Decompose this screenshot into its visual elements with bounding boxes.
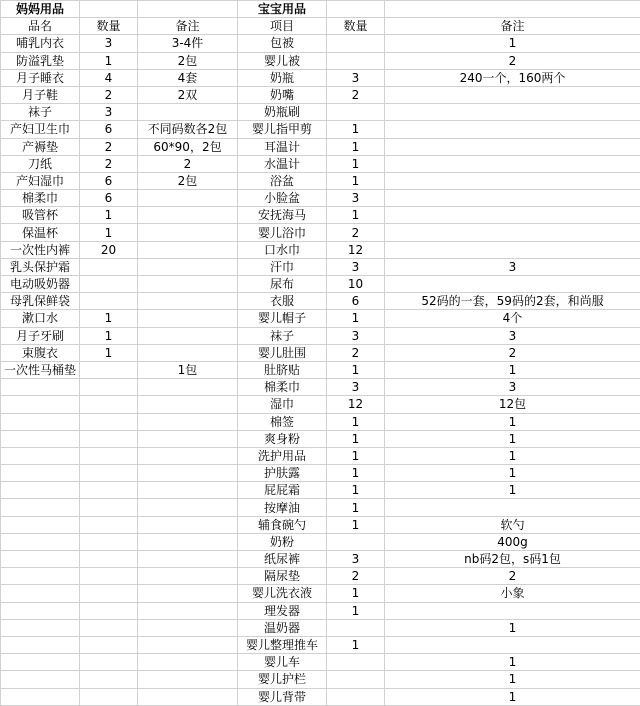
baby-item-name[interactable]: 肚脐贴	[238, 361, 327, 378]
baby-item-name[interactable]: 婴儿护栏	[238, 671, 327, 688]
empty-cell[interactable]	[138, 379, 238, 396]
mom-item-note[interactable]	[138, 293, 238, 310]
empty-cell[interactable]	[80, 465, 138, 482]
mom-item-note[interactable]: 2双	[138, 86, 238, 103]
mom-item-qty[interactable]: 2	[80, 155, 138, 172]
sheet-row	[1, 104, 640, 121]
baby-item-qty[interactable]	[327, 104, 385, 121]
empty-cell[interactable]	[1, 671, 80, 688]
mom-item-note[interactable]: 60*90，2包	[138, 138, 238, 155]
baby-header-name[interactable]: 项目	[238, 18, 327, 35]
mom-item-qty[interactable]: 1	[80, 344, 138, 361]
mom-item-name[interactable]: 袜子	[1, 104, 80, 121]
baby-item-name[interactable]: 屁屁霜	[238, 482, 327, 499]
mom-item-note[interactable]: 2包	[138, 172, 238, 189]
mom-item-qty[interactable]: 2	[80, 138, 138, 155]
empty-cell[interactable]	[1, 447, 80, 464]
baby-item-note[interactable]: 3	[385, 327, 640, 344]
empty-cell[interactable]	[1, 654, 80, 671]
baby-item-name[interactable]: 袜子	[238, 327, 327, 344]
mom-item-note[interactable]: 3-4件	[138, 35, 238, 52]
sheet-row	[1, 533, 640, 550]
empty-cell[interactable]	[1, 465, 80, 482]
sheet-row	[1, 258, 640, 275]
mom-item-name[interactable]: 束腹衣	[1, 344, 80, 361]
baby-item-name[interactable]: 护肤露	[238, 465, 327, 482]
sheet-row	[1, 190, 640, 207]
baby-item-name[interactable]: 婴儿指甲剪	[238, 121, 327, 138]
baby-item-name[interactable]: 婴儿被	[238, 52, 327, 69]
mom-item-note[interactable]: 2	[138, 155, 238, 172]
sheet-row	[1, 121, 640, 138]
baby-item-note[interactable]: 1	[385, 671, 640, 688]
baby-item-name[interactable]: 口水巾	[238, 241, 327, 258]
baby-item-name[interactable]: 温奶器	[238, 619, 327, 636]
empty-cell[interactable]	[80, 568, 138, 585]
empty-cell[interactable]	[138, 1, 238, 18]
sheet-row	[1, 327, 640, 344]
baby-item-qty[interactable]: 2	[327, 568, 385, 585]
empty-cell[interactable]	[1, 430, 80, 447]
baby-item-name[interactable]: 婴儿洗衣液	[238, 585, 327, 602]
baby-section-title[interactable]: 宝宝用品	[238, 1, 327, 18]
baby-item-note[interactable]: 3	[385, 379, 640, 396]
baby-item-qty[interactable]: 1	[327, 636, 385, 653]
sheet-row	[1, 344, 640, 361]
mom-item-name[interactable]: 乳头保护霜	[1, 258, 80, 275]
baby-item-note[interactable]	[385, 155, 640, 172]
sheet-row	[1, 447, 640, 464]
sheet-row	[1, 1, 640, 18]
baby-item-note[interactable]	[385, 207, 640, 224]
mom-item-qty[interactable]	[80, 258, 138, 275]
sheet-row	[1, 516, 640, 533]
empty-cell[interactable]	[138, 619, 238, 636]
baby-item-name[interactable]: 湿巾	[238, 396, 327, 413]
mom-item-name[interactable]: 产妇湿巾	[1, 172, 80, 189]
mom-header-note[interactable]: 备注	[138, 18, 238, 35]
baby-item-qty[interactable]: 1	[327, 430, 385, 447]
mom-item-note[interactable]: 4套	[138, 69, 238, 86]
mom-item-qty[interactable]: 4	[80, 69, 138, 86]
mom-item-note[interactable]	[138, 104, 238, 121]
sheet-row	[1, 207, 640, 224]
baby-item-qty[interactable]: 2	[327, 86, 385, 103]
sheet-row	[1, 379, 640, 396]
sheet-body	[1, 1, 640, 706]
mom-item-note[interactable]	[138, 310, 238, 327]
empty-cell[interactable]	[1, 413, 80, 430]
empty-cell[interactable]	[1, 636, 80, 653]
baby-item-qty[interactable]	[327, 35, 385, 52]
mom-header-qty[interactable]: 数量	[80, 18, 138, 35]
baby-item-qty[interactable]	[327, 52, 385, 69]
baby-item-note[interactable]	[385, 172, 640, 189]
mom-item-qty[interactable]: 1	[80, 327, 138, 344]
sheet-row	[1, 551, 640, 568]
baby-item-name[interactable]: 洗护用品	[238, 447, 327, 464]
baby-item-qty[interactable]: 1	[327, 499, 385, 516]
mom-item-note[interactable]: 1包	[138, 361, 238, 378]
empty-cell[interactable]	[327, 1, 385, 18]
sheet-row	[1, 430, 640, 447]
baby-item-name[interactable]: 衣服	[238, 293, 327, 310]
sheet-row	[1, 636, 640, 653]
baby-item-note[interactable]	[385, 276, 640, 293]
baby-item-qty[interactable]: 1	[327, 310, 385, 327]
mom-item-name[interactable]: 刀纸	[1, 155, 80, 172]
baby-item-note[interactable]: 2	[385, 52, 640, 69]
sheet-row	[1, 482, 640, 499]
mom-item-note[interactable]	[138, 327, 238, 344]
mom-item-qty[interactable]: 1	[80, 207, 138, 224]
baby-item-qty[interactable]: 12	[327, 241, 385, 258]
baby-item-note[interactable]: 1	[385, 413, 640, 430]
empty-cell[interactable]	[1, 602, 80, 619]
baby-item-qty[interactable]	[327, 671, 385, 688]
baby-item-note[interactable]: 1	[385, 447, 640, 464]
baby-item-note[interactable]: 400g	[385, 533, 640, 550]
baby-item-qty[interactable]: 1	[327, 447, 385, 464]
sheet-row	[1, 35, 640, 52]
sheet-row	[1, 155, 640, 172]
baby-item-qty[interactable]	[327, 619, 385, 636]
baby-item-note[interactable]: 1	[385, 482, 640, 499]
baby-item-note[interactable]: 1	[385, 465, 640, 482]
mom-item-qty[interactable]: 3	[80, 35, 138, 52]
mom-item-name[interactable]: 漱口水	[1, 310, 80, 327]
baby-item-qty[interactable]: 10	[327, 276, 385, 293]
mom-item-qty[interactable]	[80, 276, 138, 293]
baby-item-qty[interactable]: 3	[327, 69, 385, 86]
baby-header-qty[interactable]: 数量	[327, 18, 385, 35]
baby-item-qty[interactable]: 2	[327, 224, 385, 241]
baby-item-name[interactable]: 奶瓶刷	[238, 104, 327, 121]
baby-item-name[interactable]: 爽身粉	[238, 430, 327, 447]
baby-item-name[interactable]: 婴儿浴巾	[238, 224, 327, 241]
baby-item-note[interactable]	[385, 190, 640, 207]
baby-item-note[interactable]: 小象	[385, 585, 640, 602]
sheet-row	[1, 465, 640, 482]
empty-cell[interactable]	[385, 1, 640, 18]
empty-cell[interactable]	[80, 1, 138, 18]
empty-cell[interactable]	[80, 482, 138, 499]
empty-cell[interactable]	[138, 482, 238, 499]
baby-item-note[interactable]	[385, 104, 640, 121]
baby-item-qty[interactable]: 6	[327, 293, 385, 310]
baby-item-name[interactable]: 包被	[238, 35, 327, 52]
mom-item-note[interactable]	[138, 207, 238, 224]
empty-cell[interactable]	[1, 568, 80, 585]
sheet-row	[1, 413, 640, 430]
sheet-row	[1, 241, 640, 258]
baby-item-qty[interactable]: 3	[327, 190, 385, 207]
baby-item-name[interactable]: 浴盆	[238, 172, 327, 189]
empty-cell[interactable]	[138, 430, 238, 447]
baby-item-qty[interactable]: 3	[327, 327, 385, 344]
baby-item-name[interactable]: 纸尿裤	[238, 551, 327, 568]
baby-item-qty[interactable]	[327, 688, 385, 705]
mom-item-name[interactable]: 防溢乳垫	[1, 52, 80, 69]
baby-item-qty[interactable]: 1	[327, 207, 385, 224]
baby-item-name[interactable]: 尿布	[238, 276, 327, 293]
sheet-row	[1, 18, 640, 35]
baby-item-note[interactable]	[385, 499, 640, 516]
baby-item-qty[interactable]: 1	[327, 361, 385, 378]
empty-cell[interactable]	[138, 499, 238, 516]
baby-item-name[interactable]: 安抚海马	[238, 207, 327, 224]
mom-item-name[interactable]: 母乳保鲜袋	[1, 293, 80, 310]
empty-cell[interactable]	[1, 533, 80, 550]
mom-item-qty[interactable]: 1	[80, 310, 138, 327]
sheet-row	[1, 138, 640, 155]
mom-item-name[interactable]: 一次性马桶垫	[1, 361, 80, 378]
mom-item-note[interactable]: 2包	[138, 52, 238, 69]
baby-item-qty[interactable]	[327, 654, 385, 671]
empty-cell[interactable]	[138, 688, 238, 705]
empty-cell[interactable]	[138, 602, 238, 619]
sheet-row	[1, 654, 640, 671]
baby-item-name[interactable]: 婴儿整理推车	[238, 636, 327, 653]
baby-item-note[interactable]: 2	[385, 344, 640, 361]
sheet-row	[1, 396, 640, 413]
mom-section-title[interactable]: 妈妈用品	[1, 1, 80, 18]
baby-item-name[interactable]: 汗巾	[238, 258, 327, 275]
baby-item-note[interactable]	[385, 636, 640, 653]
empty-cell[interactable]	[80, 602, 138, 619]
baby-item-qty[interactable]: 1	[327, 155, 385, 172]
mom-item-name[interactable]: 月子鞋	[1, 86, 80, 103]
baby-item-note[interactable]	[385, 138, 640, 155]
empty-cell[interactable]	[80, 654, 138, 671]
mom-item-name[interactable]: 一次性内裤	[1, 241, 80, 258]
baby-item-note[interactable]: 1	[385, 361, 640, 378]
empty-cell[interactable]	[1, 396, 80, 413]
baby-item-name[interactable]: 辅食碗勺	[238, 516, 327, 533]
empty-cell[interactable]	[80, 516, 138, 533]
baby-header-note[interactable]: 备注	[385, 18, 640, 35]
baby-item-qty[interactable]: 1	[327, 413, 385, 430]
baby-item-name[interactable]: 奶粉	[238, 533, 327, 550]
baby-item-qty[interactable]: 3	[327, 379, 385, 396]
mom-item-name[interactable]: 产妇卫生巾	[1, 121, 80, 138]
mom-item-qty[interactable]	[80, 293, 138, 310]
empty-cell[interactable]	[138, 447, 238, 464]
baby-item-name[interactable]: 隔尿垫	[238, 568, 327, 585]
mom-item-name[interactable]: 月子睡衣	[1, 69, 80, 86]
mom-item-note[interactable]	[138, 344, 238, 361]
baby-item-qty[interactable]: 1	[327, 172, 385, 189]
mom-item-name[interactable]: 棉柔巾	[1, 190, 80, 207]
baby-item-qty[interactable]	[327, 533, 385, 550]
empty-cell[interactable]	[80, 551, 138, 568]
baby-item-note[interactable]	[385, 602, 640, 619]
empty-cell[interactable]	[80, 636, 138, 653]
empty-cell[interactable]	[138, 551, 238, 568]
empty-cell[interactable]	[1, 619, 80, 636]
baby-item-name[interactable]: 婴儿车	[238, 654, 327, 671]
empty-cell[interactable]	[1, 482, 80, 499]
baby-item-qty[interactable]: 2	[327, 344, 385, 361]
baby-item-note[interactable]: 1	[385, 688, 640, 705]
sheet-row	[1, 688, 640, 705]
mom-item-note[interactable]	[138, 190, 238, 207]
mom-item-note[interactable]	[138, 224, 238, 241]
baby-item-note[interactable]: 软勺	[385, 516, 640, 533]
empty-cell[interactable]	[80, 671, 138, 688]
empty-cell[interactable]	[80, 396, 138, 413]
baby-item-note[interactable]	[385, 241, 640, 258]
mom-item-note[interactable]	[138, 241, 238, 258]
baby-item-qty[interactable]: 1	[327, 121, 385, 138]
baby-item-qty[interactable]: 1	[327, 585, 385, 602]
baby-item-name[interactable]: 棉签	[238, 413, 327, 430]
baby-item-name[interactable]: 理发器	[238, 602, 327, 619]
baby-item-note[interactable]: 12包	[385, 396, 640, 413]
empty-cell[interactable]	[80, 379, 138, 396]
empty-cell[interactable]	[80, 447, 138, 464]
sheet-row	[1, 568, 640, 585]
empty-cell[interactable]	[80, 413, 138, 430]
baby-item-note[interactable]: 240一个，160两个	[385, 69, 640, 86]
mom-item-qty[interactable]: 3	[80, 104, 138, 121]
empty-cell[interactable]	[1, 499, 80, 516]
baby-item-name[interactable]: 婴儿帽子	[238, 310, 327, 327]
baby-item-note[interactable]: 1	[385, 430, 640, 447]
mom-item-name[interactable]: 产褥垫	[1, 138, 80, 155]
empty-cell[interactable]	[80, 499, 138, 516]
empty-cell[interactable]	[80, 585, 138, 602]
empty-cell[interactable]	[138, 585, 238, 602]
baby-item-name[interactable]: 耳温计	[238, 138, 327, 155]
mom-item-name[interactable]: 电动吸奶器	[1, 276, 80, 293]
baby-item-name[interactable]: 按摩油	[238, 499, 327, 516]
mom-item-qty[interactable]: 6	[80, 172, 138, 189]
sheet-row	[1, 619, 640, 636]
sheet-row	[1, 86, 640, 103]
mom-item-name[interactable]: 月子牙刷	[1, 327, 80, 344]
baby-item-note[interactable]	[385, 86, 640, 103]
empty-cell[interactable]	[1, 379, 80, 396]
sheet-row	[1, 224, 640, 241]
baby-item-qty[interactable]: 12	[327, 396, 385, 413]
sheet-row	[1, 276, 640, 293]
empty-cell[interactable]	[138, 465, 238, 482]
baby-item-note[interactable]: 52码的一套，59码的2套，和尚服	[385, 293, 640, 310]
mom-item-qty[interactable]: 2	[80, 86, 138, 103]
sheet-row	[1, 69, 640, 86]
baby-item-note[interactable]: 3	[385, 258, 640, 275]
sheet-row	[1, 52, 640, 69]
baby-item-name[interactable]: 婴儿背带	[238, 688, 327, 705]
empty-cell[interactable]	[80, 688, 138, 705]
baby-item-note[interactable]: 1	[385, 654, 640, 671]
mom-item-name[interactable]: 吸管杯	[1, 207, 80, 224]
baby-item-note[interactable]	[385, 224, 640, 241]
empty-cell[interactable]	[1, 688, 80, 705]
empty-cell[interactable]	[1, 516, 80, 533]
baby-item-qty[interactable]: 1	[327, 482, 385, 499]
baby-item-name[interactable]: 小脸盆	[238, 190, 327, 207]
sheet-row	[1, 310, 640, 327]
baby-item-note[interactable]: 1	[385, 35, 640, 52]
mom-item-qty[interactable]: 6	[80, 190, 138, 207]
empty-cell[interactable]	[1, 585, 80, 602]
sheet-row	[1, 671, 640, 688]
empty-cell[interactable]	[138, 413, 238, 430]
sheet-row	[1, 499, 640, 516]
sheet-row	[1, 361, 640, 378]
empty-cell[interactable]	[1, 551, 80, 568]
baby-item-qty[interactable]: 1	[327, 465, 385, 482]
baby-item-note[interactable]: 4个	[385, 310, 640, 327]
mom-item-note[interactable]	[138, 276, 238, 293]
empty-cell[interactable]	[138, 568, 238, 585]
empty-cell[interactable]	[80, 619, 138, 636]
baby-item-note[interactable]: nb码2包，s码1包	[385, 551, 640, 568]
baby-item-note[interactable]: 2	[385, 568, 640, 585]
mom-item-note[interactable]: 不同码数各2包	[138, 121, 238, 138]
sheet-row	[1, 585, 640, 602]
baby-item-name[interactable]: 棉柔巾	[238, 379, 327, 396]
mom-item-note[interactable]	[138, 258, 238, 275]
baby-item-note[interactable]	[385, 121, 640, 138]
mom-item-qty[interactable]: 6	[80, 121, 138, 138]
baby-item-name[interactable]: 奶瓶	[238, 69, 327, 86]
baby-item-qty[interactable]: 1	[327, 602, 385, 619]
mom-item-qty[interactable]: 20	[80, 241, 138, 258]
baby-item-name[interactable]: 水温计	[238, 155, 327, 172]
mom-item-qty[interactable]: 1	[80, 52, 138, 69]
empty-cell[interactable]	[138, 654, 238, 671]
baby-item-name[interactable]: 奶嘴	[238, 86, 327, 103]
empty-cell[interactable]	[138, 636, 238, 653]
baby-item-qty[interactable]: 3	[327, 258, 385, 275]
baby-item-note[interactable]: 1	[385, 619, 640, 636]
empty-cell[interactable]	[138, 671, 238, 688]
empty-cell[interactable]	[138, 516, 238, 533]
baby-item-qty[interactable]: 1	[327, 138, 385, 155]
empty-cell[interactable]	[138, 533, 238, 550]
sheet-row	[1, 602, 640, 619]
sheet-row	[1, 293, 640, 310]
mom-item-qty[interactable]: 1	[80, 224, 138, 241]
empty-cell[interactable]	[138, 396, 238, 413]
mom-item-name[interactable]: 保温杯	[1, 224, 80, 241]
baby-item-qty[interactable]: 3	[327, 551, 385, 568]
mom-item-name[interactable]: 哺乳内衣	[1, 35, 80, 52]
mom-item-qty[interactable]	[80, 361, 138, 378]
empty-cell[interactable]	[80, 533, 138, 550]
sheet-row	[1, 172, 640, 189]
baby-item-qty[interactable]: 1	[327, 516, 385, 533]
mom-header-name[interactable]: 品名	[1, 18, 80, 35]
baby-item-name[interactable]: 婴儿肚围	[238, 344, 327, 361]
empty-cell[interactable]	[80, 430, 138, 447]
